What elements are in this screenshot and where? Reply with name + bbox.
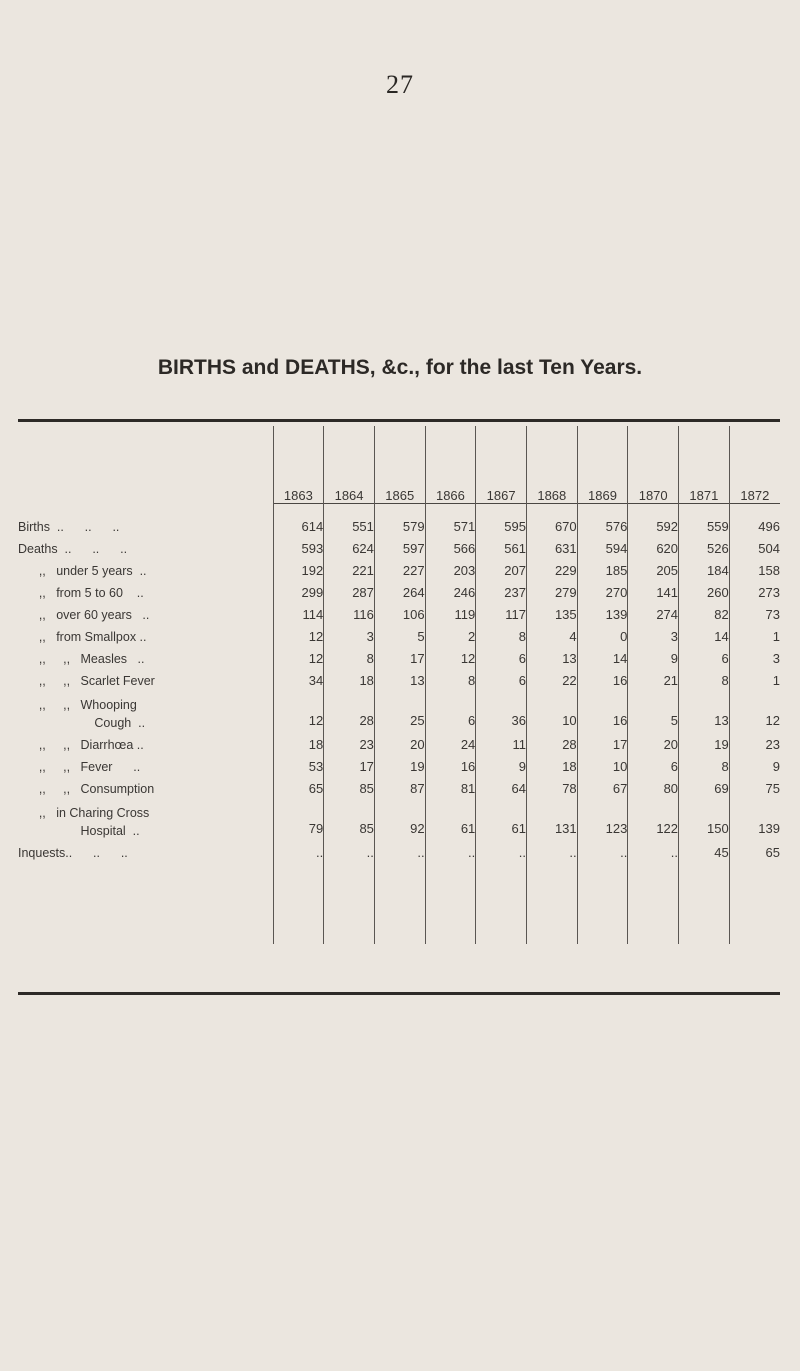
table-cell: 631: [526, 538, 577, 560]
table-cell: 12: [729, 692, 780, 734]
table-cell: 593: [273, 538, 324, 560]
table-cell: 61: [476, 800, 527, 842]
row-label: [18, 604, 273, 626]
table-cell: 3: [729, 648, 780, 670]
row-label: [18, 648, 273, 670]
table-cell: 270: [577, 582, 628, 604]
row-label-line: ,, from Smallpox ..: [18, 630, 147, 644]
table-cell: 139: [577, 604, 628, 626]
table-cell: 1: [729, 626, 780, 648]
table-row: [18, 800, 780, 842]
table-cell: 260: [679, 582, 730, 604]
table-cell: 80: [628, 778, 679, 800]
table-cell: 287: [324, 582, 375, 604]
table-cell: 82: [679, 604, 730, 626]
table-cell: 67: [577, 778, 628, 800]
table-cell: 16: [425, 756, 476, 778]
table-cell: 36: [476, 692, 527, 734]
row-label-line: ,, ,, Measles ..: [18, 652, 145, 666]
table-cell: 45: [679, 842, 730, 864]
table-cell: 207: [476, 560, 527, 582]
year-header-1872: 1872: [729, 426, 780, 504]
table-cell: 11: [476, 734, 527, 756]
table-cell: 79: [273, 800, 324, 842]
table-cell: 28: [526, 734, 577, 756]
table-cell: 5: [374, 626, 425, 648]
table-cell: 571: [425, 516, 476, 538]
table-cell: 274: [628, 604, 679, 626]
year-header-1869: 1869: [577, 426, 628, 504]
table-cell: 8: [679, 756, 730, 778]
table-cell: 139: [729, 800, 780, 842]
table-cell: 4: [526, 626, 577, 648]
table-cell: 87: [374, 778, 425, 800]
table-row: [18, 670, 780, 692]
table-cell: 20: [628, 734, 679, 756]
table-cell: 20: [374, 734, 425, 756]
table-row: [18, 692, 780, 734]
table-cell: 594: [577, 538, 628, 560]
row-label-line: Inquests.. .. ..: [18, 846, 128, 860]
table-cell: 12: [273, 692, 324, 734]
header-separator-row: [18, 504, 780, 517]
table-cell: ..: [526, 842, 577, 864]
table-cell: 8: [425, 670, 476, 692]
table-cell: 12: [273, 648, 324, 670]
table-cell: 75: [729, 778, 780, 800]
table-cell: 16: [577, 670, 628, 692]
table-row: [18, 756, 780, 778]
table-cell: 17: [324, 756, 375, 778]
table-cell: 246: [425, 582, 476, 604]
table-cell: 12: [273, 626, 324, 648]
table-cell: 22: [526, 670, 577, 692]
table-cell: 6: [476, 648, 527, 670]
table-cell: 13: [526, 648, 577, 670]
table-cell: ..: [374, 842, 425, 864]
table-cell: 65: [729, 842, 780, 864]
table-cell: 65: [273, 778, 324, 800]
table-cell: 24: [425, 734, 476, 756]
table-cell: ..: [577, 842, 628, 864]
table-cell: 9: [729, 756, 780, 778]
row-label: [18, 670, 273, 692]
table-cell: 9: [476, 756, 527, 778]
table-cell: 185: [577, 560, 628, 582]
table-cell: ..: [628, 842, 679, 864]
table-cell: 17: [577, 734, 628, 756]
table-cell: 0: [577, 626, 628, 648]
year-header-1868: 1868: [526, 426, 577, 504]
year-header-1865: 1865: [374, 426, 425, 504]
table-cell: 205: [628, 560, 679, 582]
table-cell: 21: [628, 670, 679, 692]
year-header-1870: 1870: [628, 426, 679, 504]
table-cell: 135: [526, 604, 577, 626]
table-row: [18, 734, 780, 756]
table-cell: 13: [679, 692, 730, 734]
year-header-1864: 1864: [324, 426, 375, 504]
table-cell: 3: [324, 626, 375, 648]
row-label: [18, 582, 273, 604]
table-cell: 14: [679, 626, 730, 648]
row-label-line: ,, ,, Consumption: [18, 782, 155, 796]
row-label: [18, 516, 273, 538]
table-cell: 53: [273, 756, 324, 778]
table-cell: 9: [628, 648, 679, 670]
table-cell: 504: [729, 538, 780, 560]
table-row: [18, 778, 780, 800]
table-cell: 13: [374, 670, 425, 692]
table-cell: 12: [425, 648, 476, 670]
table-cell: 5: [628, 692, 679, 734]
row-label-line: ,, ,, Whooping: [18, 698, 137, 712]
row-label-line: Hospital ..: [18, 824, 140, 838]
table-row: [18, 648, 780, 670]
year-header-1866: 1866: [425, 426, 476, 504]
row-label-line: ,, over 60 years ..: [18, 608, 150, 622]
table-cell: 114: [273, 604, 324, 626]
table-filler-row: [18, 864, 780, 944]
row-label: [18, 560, 273, 582]
year-header-1867: 1867: [476, 426, 527, 504]
table-cell: 28: [324, 692, 375, 734]
table-cell: 221: [324, 560, 375, 582]
table-cell: 78: [526, 778, 577, 800]
table-cell: ..: [476, 842, 527, 864]
table-cell: 595: [476, 516, 527, 538]
table-cell: 227: [374, 560, 425, 582]
table-cell: 670: [526, 516, 577, 538]
year-header-1863: 1863: [273, 426, 324, 504]
table-cell: 624: [324, 538, 375, 560]
row-label-line: ,, ,, Scarlet Fever: [18, 674, 155, 688]
table-cell: 273: [729, 582, 780, 604]
row-label-line: Deaths .. .. ..: [18, 542, 128, 556]
table-cell: 16: [577, 692, 628, 734]
table-cell: 6: [425, 692, 476, 734]
table-cell: 264: [374, 582, 425, 604]
table-cell: 23: [324, 734, 375, 756]
row-label: [18, 734, 273, 756]
row-label: [18, 626, 273, 648]
table-cell: 8: [324, 648, 375, 670]
table-cell: 3: [628, 626, 679, 648]
table-cell: 23: [729, 734, 780, 756]
row-label: [18, 756, 273, 778]
table-cell: 203: [425, 560, 476, 582]
table-cell: 526: [679, 538, 730, 560]
row-label-line: ,, ,, Fever ..: [18, 760, 141, 774]
table-cell: 237: [476, 582, 527, 604]
table-row: [18, 560, 780, 582]
table-row: [18, 516, 780, 538]
row-label-line: ,, ,, Diarrhœa ..: [18, 738, 144, 752]
row-label: [18, 778, 273, 800]
row-label-line: ,, in Charing Cross: [18, 806, 150, 820]
row-label-line: Cough ..: [18, 716, 146, 730]
table-cell: 81: [425, 778, 476, 800]
table-cell: 10: [526, 692, 577, 734]
label-column-header: [18, 426, 273, 504]
table-cell: 131: [526, 800, 577, 842]
year-header-row: [18, 426, 780, 504]
table-cell: 496: [729, 516, 780, 538]
table-cell: 561: [476, 538, 527, 560]
table-cell: 85: [324, 800, 375, 842]
table-cell: 6: [628, 756, 679, 778]
table-cell: 592: [628, 516, 679, 538]
table-cell: 117: [476, 604, 527, 626]
table-cell: 279: [526, 582, 577, 604]
table-cell: 18: [324, 670, 375, 692]
table-cell: ..: [324, 842, 375, 864]
table-cell: 119: [425, 604, 476, 626]
table-cell: 106: [374, 604, 425, 626]
row-label-line: ,, under 5 years ..: [18, 564, 147, 578]
table-cell: 122: [628, 800, 679, 842]
table-cell: 576: [577, 516, 628, 538]
table-cell: 73: [729, 604, 780, 626]
top-rule: [18, 419, 780, 422]
table-row: [18, 538, 780, 560]
page-number: 27: [386, 70, 414, 99]
table-cell: 579: [374, 516, 425, 538]
births-deaths-table: [18, 426, 780, 944]
table-cell: 19: [679, 734, 730, 756]
table-cell: 229: [526, 560, 577, 582]
table-cell: 123: [577, 800, 628, 842]
table-cell: 1: [729, 670, 780, 692]
table-cell: 17: [374, 648, 425, 670]
table-cell: 64: [476, 778, 527, 800]
row-label: [18, 800, 273, 842]
table-cell: 566: [425, 538, 476, 560]
row-label: [18, 538, 273, 560]
table-cell: 597: [374, 538, 425, 560]
bottom-rule: [18, 992, 780, 995]
table-cell: 150: [679, 800, 730, 842]
table-title: BIRTHS and DEATHS, &c., for the last Ten Years.: [157, 356, 643, 379]
table-cell: 85: [324, 778, 375, 800]
table-row: [18, 604, 780, 626]
table-cell: 18: [526, 756, 577, 778]
row-label-line: Births .. .. ..: [18, 520, 120, 534]
table-body: [18, 504, 780, 945]
table-row: [18, 842, 780, 864]
table-cell: 6: [476, 670, 527, 692]
table-cell: 8: [476, 626, 527, 648]
table-cell: ..: [425, 842, 476, 864]
table-cell: 92: [374, 800, 425, 842]
table-cell: 620: [628, 538, 679, 560]
table-cell: ..: [273, 842, 324, 864]
table-cell: 18: [273, 734, 324, 756]
table-cell: 34: [273, 670, 324, 692]
row-label: [18, 692, 273, 734]
table-cell: 158: [729, 560, 780, 582]
table-cell: 69: [679, 778, 730, 800]
table-cell: 25: [374, 692, 425, 734]
table-cell: 116: [324, 604, 375, 626]
year-header-1871: 1871: [679, 426, 730, 504]
table-cell: 184: [679, 560, 730, 582]
table-cell: 8: [679, 670, 730, 692]
table-cell: 10: [577, 756, 628, 778]
table-cell: 299: [273, 582, 324, 604]
table-cell: 19: [374, 756, 425, 778]
table-row: [18, 582, 780, 604]
table-row: [18, 626, 780, 648]
table-cell: 61: [425, 800, 476, 842]
table-cell: 2: [425, 626, 476, 648]
table-cell: 192: [273, 560, 324, 582]
table-cell: 614: [273, 516, 324, 538]
table-cell: 559: [679, 516, 730, 538]
table-cell: 6: [679, 648, 730, 670]
row-label: [18, 842, 273, 864]
row-label-line: ,, from 5 to 60 ..: [18, 586, 144, 600]
table-cell: 141: [628, 582, 679, 604]
table-cell: 551: [324, 516, 375, 538]
table-cell: 14: [577, 648, 628, 670]
